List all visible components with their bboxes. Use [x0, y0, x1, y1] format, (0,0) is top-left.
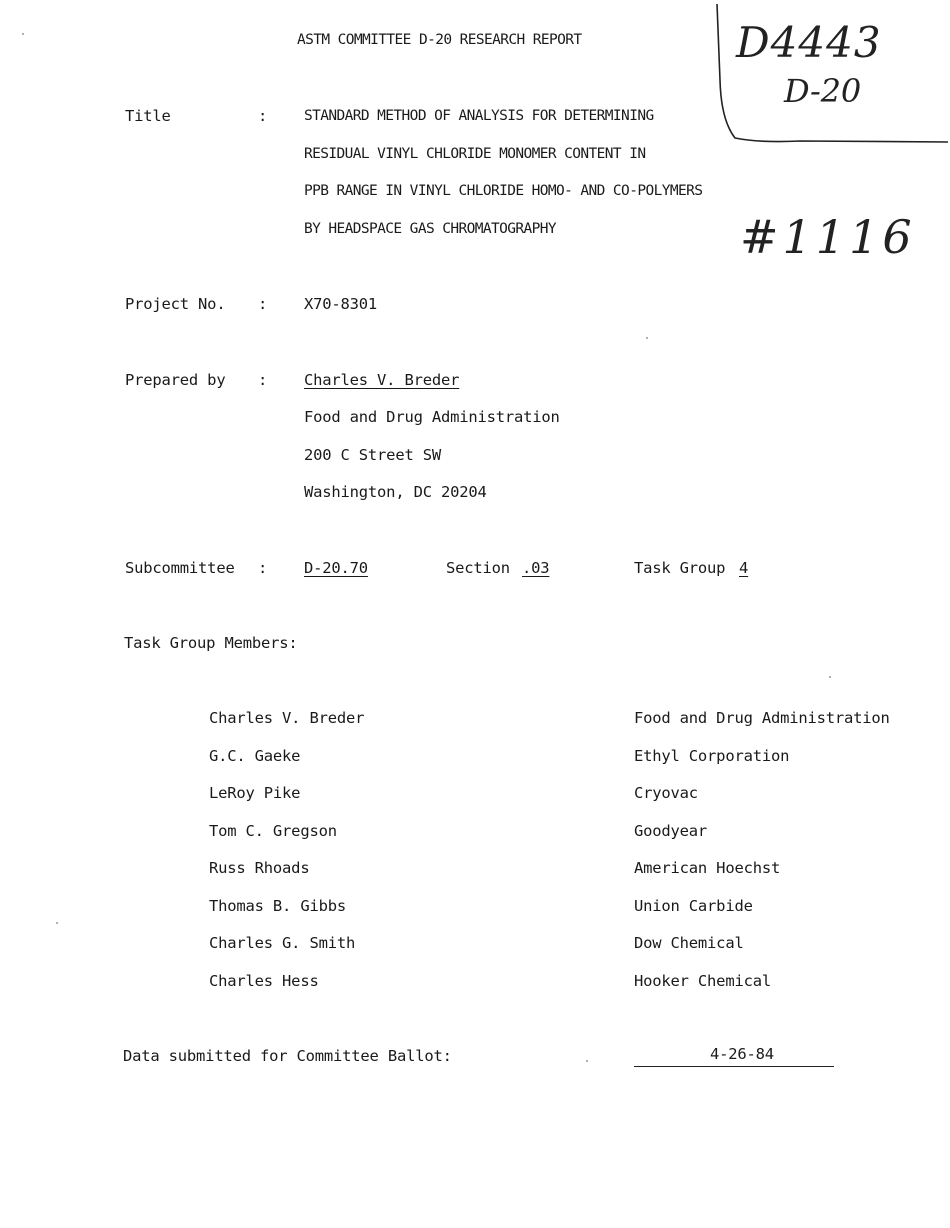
project-label: Project No. [125, 295, 226, 313]
member-org: Goodyear [634, 822, 708, 840]
title-line: STANDARD METHOD OF ANALYSIS FOR DETERMINING [304, 108, 654, 124]
scan-speck [646, 337, 648, 339]
prepared-by-colon: : [258, 371, 268, 389]
ballot-date: 4-26-84 [710, 1045, 774, 1063]
preparer-city: Washington, DC 20204 [304, 483, 487, 501]
member-name: Charles V. Breder [209, 709, 365, 727]
handwritten-number: #1116 [740, 210, 916, 264]
handwritten-committee: D-20 [784, 72, 861, 110]
title-line: RESIDUAL VINYL CHLORIDE MONOMER CONTENT IN [304, 146, 646, 162]
task-group-value: 4 [739, 559, 749, 577]
subcommittee-label: Subcommittee [125, 559, 235, 577]
members-heading: Task Group Members: [124, 634, 298, 652]
subcommittee-value: D-20.70 [304, 559, 368, 577]
member-name: Russ Rhoads [209, 859, 310, 877]
member-org: Union Carbide [634, 897, 753, 915]
title-line: BY HEADSPACE GAS CHROMATOGRAPHY [304, 221, 557, 237]
ballot-label: Data submitted for Committee Ballot: [123, 1047, 452, 1065]
member-org: Hooker Chemical [634, 972, 771, 990]
member-org: Dow Chemical [634, 934, 744, 952]
subcommittee-colon: : [258, 559, 268, 577]
prepared-by-label: Prepared by [125, 371, 226, 389]
member-name: LeRoy Pike [209, 784, 301, 802]
scan-speck [56, 922, 58, 924]
title-line: PPB RANGE IN VINYL CHLORIDE HOMO- AND CO-POLYMERS [304, 183, 703, 199]
member-name: Charles G. Smith [209, 934, 356, 952]
scan-speck [829, 676, 831, 678]
section-value: .03 [522, 559, 550, 577]
title-colon: : [258, 107, 268, 125]
preparer-organization: Food and Drug Administration [304, 408, 560, 426]
preparer-name: Charles V. Breder [304, 371, 460, 389]
member-name: Thomas B. Gibbs [209, 897, 346, 915]
member-name: G.C. Gaeke [209, 747, 301, 765]
title-label: Title [125, 107, 171, 125]
task-group-label: Task Group [634, 559, 726, 577]
member-org: Food and Drug Administration [634, 709, 890, 727]
handwritten-designation: D4443 [736, 18, 882, 67]
section-label: Section [446, 559, 510, 577]
member-org: Cryovac [634, 784, 698, 802]
scan-speck [22, 33, 24, 35]
project-colon: : [258, 295, 268, 313]
member-name: Tom C. Gregson [209, 822, 337, 840]
ballot-date-underline [634, 1066, 834, 1067]
report-header: ASTM COMMITTEE D-20 RESEARCH REPORT [297, 32, 582, 48]
member-name: Charles Hess [209, 972, 319, 990]
project-number: X70-8301 [304, 295, 378, 313]
member-org: Ethyl Corporation [634, 747, 790, 765]
member-org: American Hoechst [634, 859, 781, 877]
preparer-street: 200 C Street SW [304, 446, 441, 464]
scan-speck [586, 1060, 588, 1062]
